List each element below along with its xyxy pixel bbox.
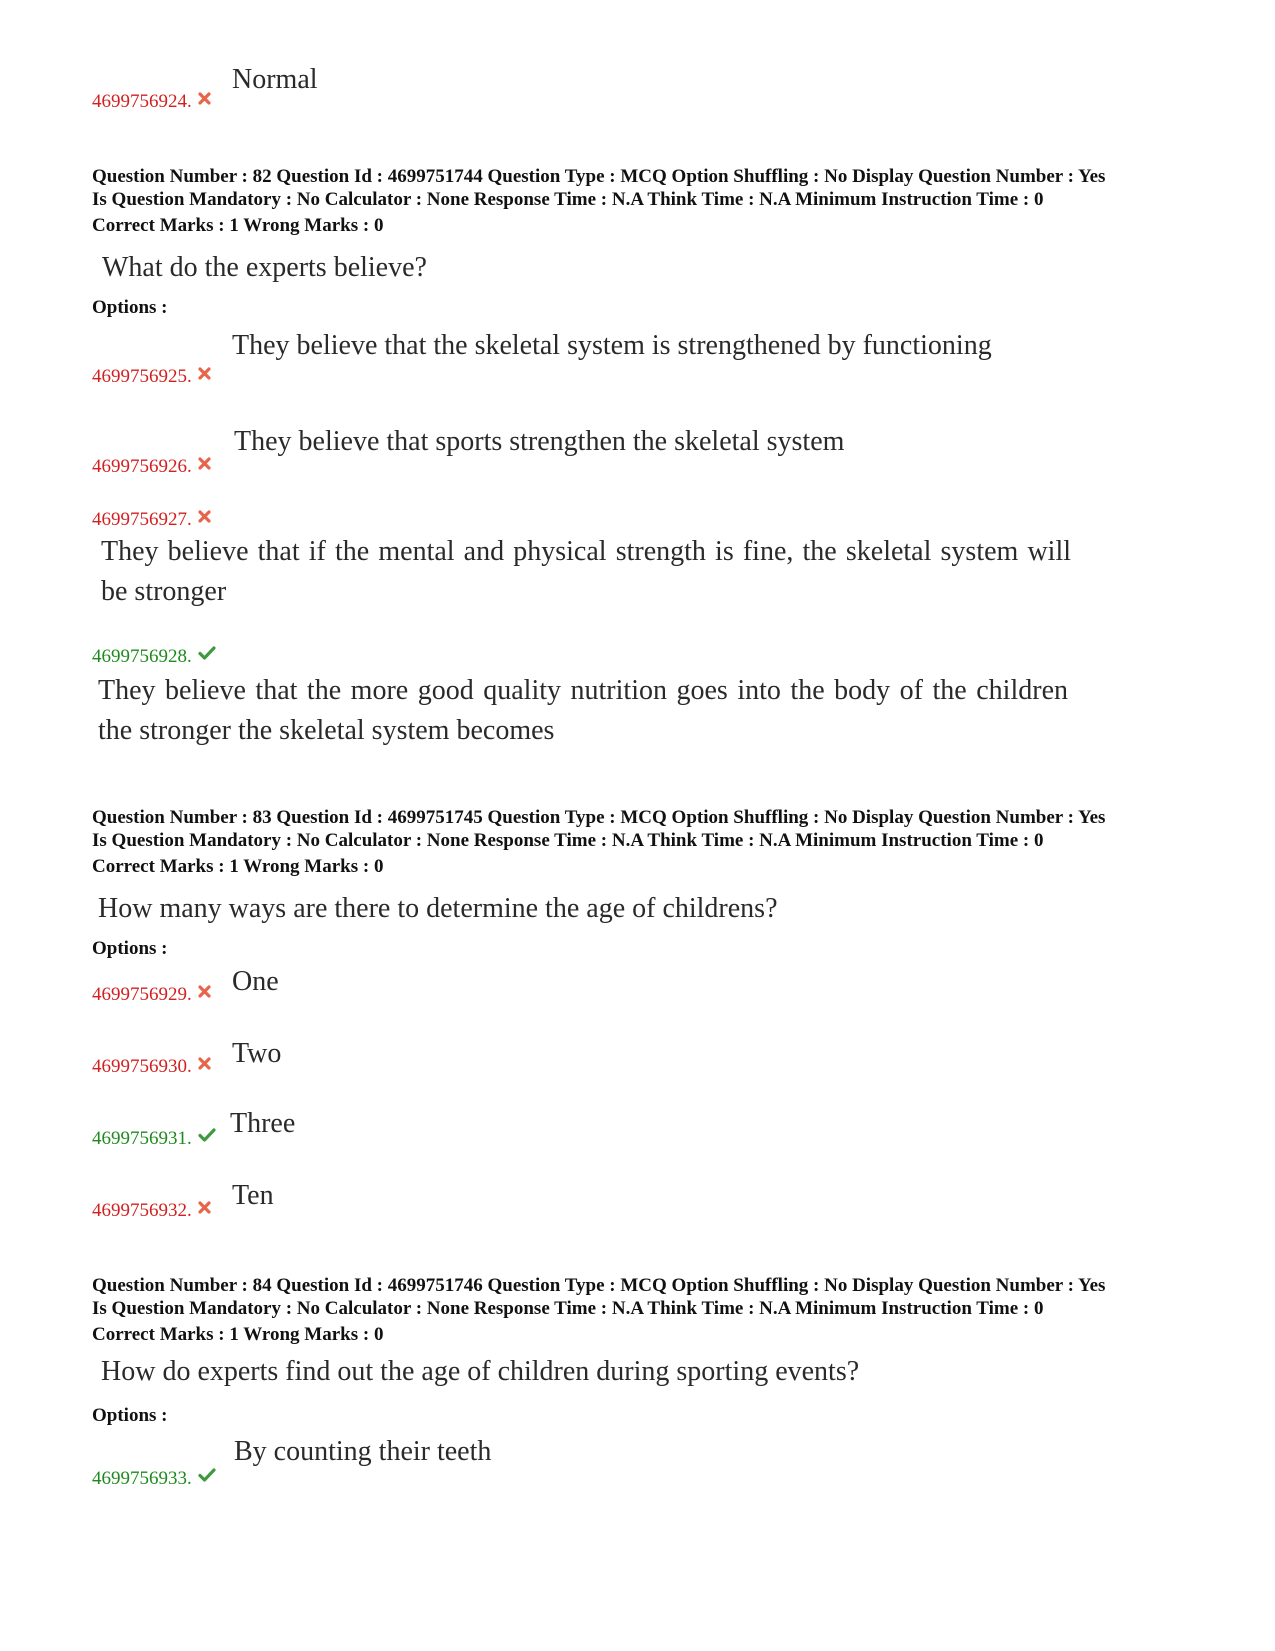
option-id [92, 89, 211, 113]
cross-icon [198, 454, 211, 476]
options-label: Options : [92, 1405, 168, 1426]
option-id-text: 4699756926. [92, 456, 192, 477]
option-id [92, 1126, 216, 1150]
option-id-text: 4699756929. [92, 984, 192, 1005]
check-icon [198, 1126, 216, 1148]
question-meta-line1: Question Number : 83 Question Id : 4699751745 Question Type : MCQ Option Shuffling : No Display Question Number : Yes [92, 807, 1106, 828]
option-id [92, 364, 211, 388]
option-id-text: 4699756928. [92, 646, 192, 667]
option-id-text: 4699756927. [92, 509, 192, 530]
option-text: They believe that sports strengthen the skeletal system [234, 426, 845, 457]
option-id [92, 1466, 216, 1490]
option-id [92, 982, 211, 1006]
cross-icon [198, 89, 211, 111]
question-text: How many ways are there to determine the age of childrens? [98, 893, 778, 924]
option-id-text: 4699756931. [92, 1128, 192, 1149]
option-text: They believe that the skeletal system is strengthened by functioning [232, 330, 992, 361]
question-text: How do experts find out the age of children during sporting events? [101, 1356, 860, 1387]
option-id [92, 1198, 211, 1222]
cross-icon [198, 1054, 211, 1076]
cross-icon [198, 1198, 211, 1220]
option-text: Two [232, 1038, 282, 1069]
question-text: What do the experts believe? [102, 252, 427, 283]
check-icon [198, 1466, 216, 1488]
question-meta-line1: Question Number : 82 Question Id : 4699751744 Question Type : MCQ Option Shuffling : No Display Question Number : Yes [92, 166, 1106, 187]
option-id [92, 644, 216, 668]
option-text: They believe that the more good quality nutrition goes into the body of the children the stronger the skeletal system becomes [98, 675, 1068, 746]
option-id [92, 454, 211, 478]
question-meta-line3: Correct Marks : 1 Wrong Marks : 0 [92, 215, 384, 236]
cross-icon [198, 364, 211, 386]
option-id-text: 4699756933. [92, 1468, 192, 1489]
question-meta-line3: Correct Marks : 1 Wrong Marks : 0 [92, 856, 384, 877]
option-id-text: 4699756932. [92, 1200, 192, 1221]
check-icon [198, 644, 216, 666]
option-id-text: 4699756925. [92, 366, 192, 387]
option-id-text: 4699756924. [92, 91, 192, 112]
question-meta-line3: Correct Marks : 1 Wrong Marks : 0 [92, 1324, 384, 1345]
option-id [92, 1054, 211, 1078]
option-text: One [232, 966, 279, 997]
option-text: Normal [232, 64, 318, 95]
question-meta-line1: Question Number : 84 Question Id : 4699751746 Question Type : MCQ Option Shuffling : No Display Question Number : Yes [92, 1275, 1106, 1296]
question-meta-line2: Is Question Mandatory : No Calculator : None Response Time : N.A Think Time : N.A Minimum Instruction Time : 0 [92, 830, 1044, 851]
option-text: Three [230, 1108, 296, 1139]
cross-icon [198, 982, 211, 1004]
options-label: Options : [92, 938, 168, 959]
option-text: They believe that if the mental and physical strength is fine, the skeletal system will be stronger [101, 536, 1071, 607]
cross-icon [198, 507, 211, 529]
option-text: By counting their teeth [234, 1436, 492, 1467]
question-meta-line2: Is Question Mandatory : No Calculator : None Response Time : N.A Think Time : N.A Minimum Instruction Time : 0 [92, 1298, 1044, 1319]
option-text: Ten [232, 1180, 274, 1211]
options-label: Options : [92, 297, 168, 318]
option-id-text: 4699756930. [92, 1056, 192, 1077]
option-id [92, 507, 211, 531]
question-meta-line2: Is Question Mandatory : No Calculator : None Response Time : N.A Think Time : N.A Minimum Instruction Time : 0 [92, 189, 1044, 210]
